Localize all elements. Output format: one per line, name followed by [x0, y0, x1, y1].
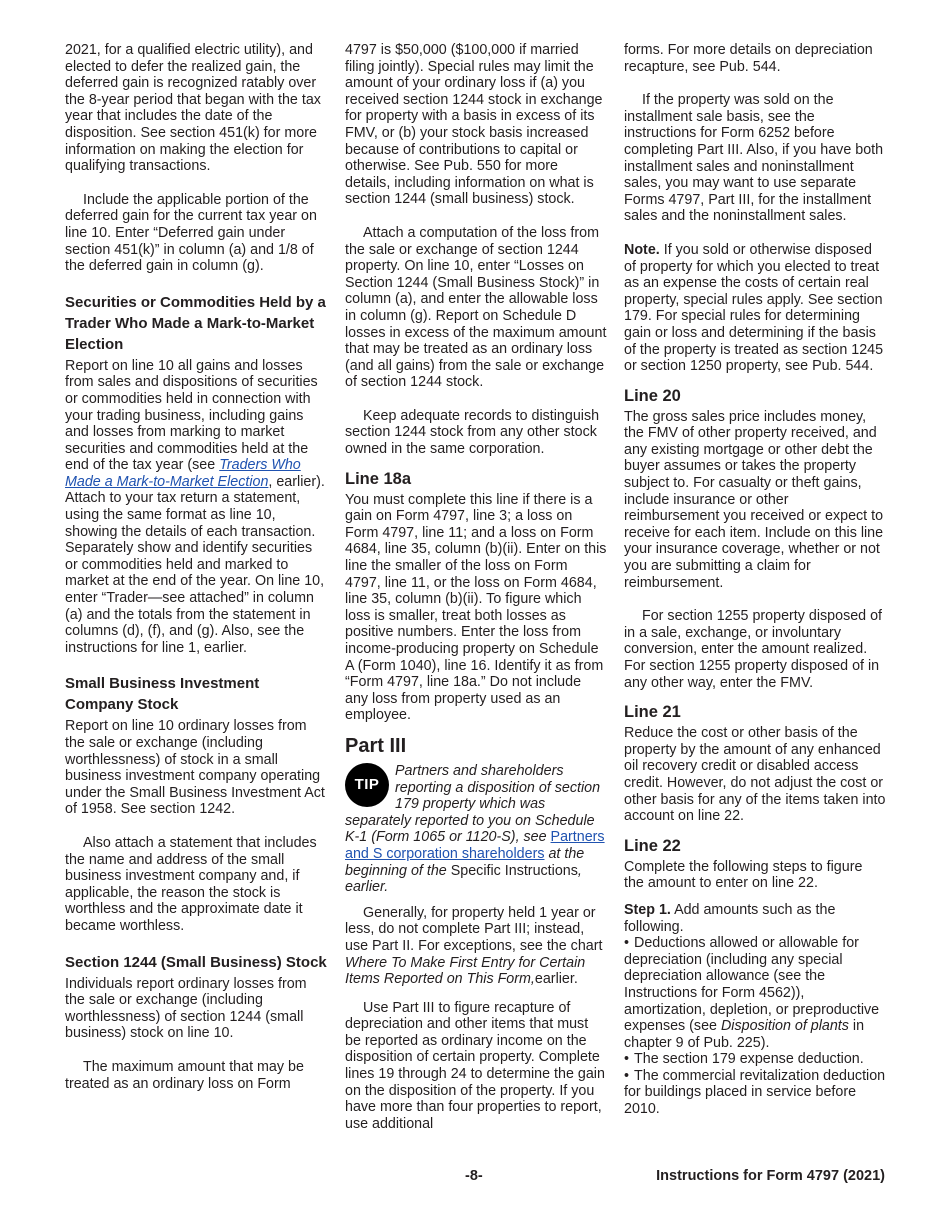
link-traders-mark-to-market[interactable]: Traders Who Made a Mark-to-Market Election: [65, 457, 301, 490]
line-21-paragraph: Reduce the cost or other basis of the property by the amount of any enhanced oil recovery credit or disabled access credit. However, do not adjust the cost or other basis for any of the items taken into account on line 22.: [624, 725, 886, 825]
securities-paragraph: Report on line 10 all gains and losses from sales and dispositions of securities or commodities held in connection with your trading business, including gains and losses from marking to market securities and commodities held at the end of the tax year (see Traders Who Made a Mark-to-Market Election, earlier). Attach to your tax return a statement, using the same format as line 10, showing the details of each transaction. Separately show and identify securities or commodities held and marked to market at the end of the year. On line 10, enter “Trader—see attached” in column (a) and the totals from the statement in columns (d), (f), and (g). Also, see the instructions for line 1, earlier.: [65, 357, 325, 656]
heading-line-18a: Line 18a: [345, 469, 412, 488]
link-partners-s-corp[interactable]: Partners and S corporation shareholders: [345, 829, 605, 862]
sbic-statement-paragraph: Also attach a statement that includes the name and address of the small business investment company and, if applicable, the reason the stock is worthless and the approximate date it became worthless.: [65, 834, 317, 934]
tip-text: Partners and shareholders reporting a disposition of section 179 property which was separately reported to you on Schedule K-1 (Form 1065 or 1120-S), see Partners and S corporation shareholders at the beginning of the Specific Instructions, earlier.: [345, 762, 605, 896]
generally-paragraph: Generally, for property held 1 year or less, do not complete Part III; instead, use Part II. For exceptions, see the chart Where To Make First Entry for Certain Items Reported on This Form,earlier.: [345, 904, 603, 988]
column-left: [65, 42, 327, 1092]
records-paragraph: Keep adequate records to distinguish section 1244 stock from any other stock owned in the same corporation.: [345, 407, 600, 458]
continued-paragraph: 4797 is $50,000 ($100,000 if married filing jointly). Special rules may limit the amount of your ordinary loss if (a) you received section 1244 stock in exchange for property with a basis in excess of its FMV, or (b) your stock basis increased because of contributions to capital or otherwise. See Pub. 550 for more details, including information on what is section 1244 (small business) stock.: [345, 42, 603, 208]
attach-computation-paragraph: Attach a computation of the loss from the sale or exchange of section 1244 property. On line 10, enter “Losses on Section 1244 (Small Business Stock)” in column (a), and enter the allowable loss in column (g). Report on Schedule D losses in excess of the maximum amount that may be treated as an ordinary loss (and all gains) from the sale or exchange of section 1244 stock.: [345, 224, 607, 391]
include-paragraph: Include the applicable portion of the deferred gain for the current tax year on line 10. Enter “Deferred gain under section 451(k)” in column (a) and 1/8 of the deferred gain in column (g).: [65, 191, 317, 275]
heading-section-1244: Section 1244 (Small Business) Stock: [65, 953, 327, 971]
line-22-paragraph: Complete the following steps to figure the amount to enter on line 22.: [624, 858, 863, 892]
step-1-paragraph: Step 1. Add amounts such as the following.: [624, 901, 836, 935]
heading-line-21: Line 21: [624, 703, 681, 722]
list-item: • The section 179 expense deduction.: [624, 1051, 886, 1068]
line-20-paragraph: The gross sales price includes money, the FMV of other property received, and any existing mortgage or other debt the buyer assumes or takes the property subject to. For casualty or theft gains, include insurance or other reimbursement you received or expect to receive for each item. Include on this line your insurance coverage, whether or not you are submitting a claim for reimbursement.: [624, 408, 884, 591]
heading-securities-trader: Securities or Commodities Held by a Trader Who Made a Mark-to-Market Election: [65, 293, 326, 353]
forms-paragraph: forms. For more details on depreciation recapture, see Pub. 544.: [624, 42, 873, 75]
page-number: -8-: [465, 1168, 483, 1184]
section-1255-paragraph: For section 1255 property disposed of in a sale, exchange, or involuntary conversion, enter the amount realized. For section 1255 property disposed of in any other way, enter the FMV.: [624, 608, 883, 691]
list-item: • Deductions allowed or allowable for depreciation (including any special depreciation allowance (see the Instructions for Form 4562)), amortization, depletion, or preproductive expenses (see Disposition of plants in chapter 9 of Pub. 225).: [624, 935, 886, 1051]
list-item: • The commercial revitalization deduction for buildings placed in service before 2010.: [624, 1068, 886, 1118]
line-18a-paragraph: You must complete this line if there is a gain on Form 4797, line 3; a loss on Form 4797, line 11; and a loss on Form 4684, line 35, column (b)(ii). Enter on this line the smaller of the loss on Form 4797, line 11, or the loss on Form 4684, line 35, column (b)(ii). To figure which loss is smaller, treat both losses as positive numbers. Enter the loss from income-producing property on Schedule A (Form 1040), line 16. Identify it as from “Form 4797, line 18a.” Do not include any loss from property used as an employee.: [345, 491, 607, 724]
section-1244-paragraph: Individuals report ordinary losses from the sale or exchange (including worthlessness) of section 1244 (small business) stock on line 10.: [65, 975, 307, 1042]
sbic-paragraph: Report on line 10 ordinary losses from the sale or exchange (including worthlessness) of stock in a small business investment company operating under the Small Business Investment Act of 1958. See section 1242.: [65, 718, 325, 818]
tip-box: [345, 763, 607, 896]
column-right: [624, 42, 886, 1118]
note-paragraph: Note. If you sold or otherwise disposed of property for which you elected to treat as an expense the costs of certain real property, special rules apply. See section 179. For special rules for determining gain or loss and determining if the basis of the property is treated as section 1245 or section 1250 property, see Pub. 544.: [624, 241, 884, 375]
heading-part-iii: Part III: [345, 734, 407, 757]
heading-line-20: Line 20: [624, 386, 681, 405]
installment-paragraph: If the property was sold on the installment sale basis, see the instructions for Form 6252 before completing Part III. Also, if you have both installment sales and noninstallment sales, you may want to use separate Forms 4797, Part III, for the installment sales and the noninstallment sales.: [624, 92, 884, 225]
form-title: Instructions for Form 4797 (2021): [656, 1168, 885, 1184]
tip-icon: TIP: [345, 763, 389, 807]
use-part-iii-paragraph: Use Part III to figure recapture of depreciation and other items that must be reported as ordinary income on the disposition of certain property. Complete lines 19 through 24 to determine the gain on the disposition of the property. If you have more than four properties to report, use additional: [345, 999, 605, 1132]
intro-paragraph: 2021, for a qualified electric utility), and elected to defer the realized gain, the deferred gain is recognized ratably over the 8-year period that began with the tax year that includes the date of the disposition. See section 451(k) for more information on making the election for qualifying transactions.: [65, 42, 321, 175]
heading-line-22: Line 22: [624, 836, 681, 855]
max-amount-paragraph: The maximum amount that may be treated as an ordinary loss on Form: [65, 1058, 304, 1092]
column-middle: [345, 42, 607, 1132]
heading-sbic-stock: Small Business Investment Company Stock: [65, 675, 260, 714]
